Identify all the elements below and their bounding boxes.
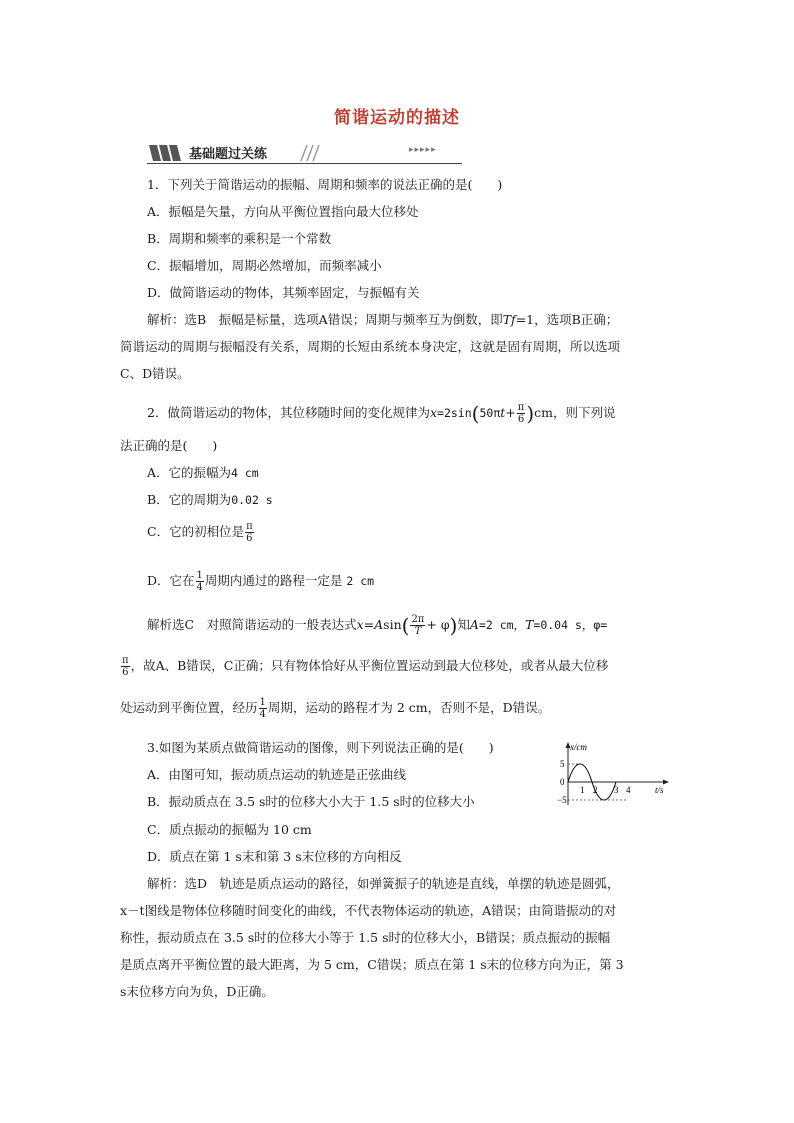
x-tick-3: 3: [614, 785, 619, 795]
q3-analysis-line1: 解析：选D 轨迹是质点运动的路径，如弹簧振子的轨迹是直线，单摆的轨迹是圆弧，: [147, 876, 620, 891]
q1-stem: 1．下列关于简谐运动的振幅、周期和频率的说法正确的是( ): [147, 177, 503, 192]
q3-option-d: D．质点在第 1 s末和第 3 s末位移的方向相反: [147, 849, 402, 864]
q2-analysis-line1: 解析选C 对照简谐运动的一般表达式x=Asin( $\frac{2\pi}{T}$ + φ)知A=2 cm，T=0.04 s，φ=: [147, 613, 608, 638]
q1-analysis-line2: 简谐运动的周期与振幅没有关系，周期的长短由系统本身决定，这就是固有周期，所以选项: [120, 339, 621, 354]
q2-analysis-line2: $\frac{\pi}{6}$ ，故A、B错误，C正确；只有物体恰好从平衡位置运动到最大位移处，或者从最大位移: [122, 655, 609, 678]
q2-analysis-line3: 处运动到平衡位置，经历 $\frac{1}{4}$ 周期，运动的路程才为 2 cm，否则不是，D错误。: [120, 697, 551, 720]
q2-stem-line1: 2．做简谐运动的物体，其位移随时间的变化规律为x=2sin(50πt+ $\frac{\pi}{6}$ )cm，则下列说: [147, 401, 616, 426]
q1-analysis-line1: 解析：选B 振幅是标量，选项A错误；周期与频率互为倒数，即Tf=1，选项B正确；: [147, 312, 619, 327]
banner-underline: [147, 163, 462, 164]
y-tick-neg5: −5: [557, 795, 567, 805]
page-title: 简谐运动的描述: [334, 108, 460, 128]
q3-analysis-line3: 称性，振动质点在 3.5 s时的位移大小等于 1.5 s时的位移大小，B错误；质点振动的振幅: [120, 930, 611, 945]
q3-stem: 3.如图为某质点做简谐运动的图像，则下列说法正确的是( ): [147, 740, 494, 755]
section-banner: [147, 141, 462, 165]
q3-analysis-line4: 是质点离开平衡位置的最大距离，为 5 cm，C错误；质点在第 1 s末的位移方向为正，第 3: [120, 957, 624, 972]
x-axis-label: t/s: [655, 785, 664, 795]
q2-option-d: D．它在 $\frac{1}{4}$ 周期内通过的路程一定是 2 cm: [147, 570, 375, 593]
banner-arrows: ▸▸▸▸▸: [409, 145, 437, 155]
x-tick-4: 4: [626, 785, 631, 795]
q2-option-a: A．它的振幅为4 cm: [147, 465, 259, 480]
x-axis-arrow-icon: [663, 780, 669, 785]
y-tick-5: 5: [560, 759, 565, 769]
pi-over-6-fraction: $\frac{\pi}{6}$: [517, 402, 525, 425]
q1-option-d: D．做简谐运动的物体，其频率固定，与振幅有关: [147, 285, 420, 300]
stripes-icon: [147, 143, 181, 163]
x-tick-2: 2: [593, 785, 598, 795]
hatch-decoration-icon: [297, 145, 337, 161]
x-tick-1: 1: [580, 785, 585, 795]
pi-over-6-fraction: $\frac{\pi}{6}$: [122, 655, 129, 678]
q3-option-c: C．质点振动的振幅为 10 cm: [147, 822, 312, 837]
q2-option-b: B．它的周期为0.02 s: [147, 492, 273, 507]
q2-option-c: C．它的初相位是 $\frac{\pi}{6}$: [147, 521, 253, 544]
displacement-time-graph: [558, 741, 670, 807]
y-tick-0: 0: [560, 777, 565, 787]
q1-option-b: B．周期和频率的乘积是一个常数: [147, 231, 332, 246]
banner-label: 基础题过关练: [189, 147, 268, 162]
y-axis-label: x/cm: [570, 742, 587, 752]
q1-option-a: A．振幅是矢量，方向从平衡位置指向最大位移处: [147, 204, 419, 219]
q3-option-b: B．振动质点在 3.5 s时的位移大小大于 1.5 s时的位移大小: [147, 794, 475, 809]
two-pi-over-t-fraction: $\frac{2\pi}{T}$: [411, 614, 425, 637]
q3-analysis-line5: s末位移方向为负，D正确。: [120, 984, 274, 999]
q3-option-a: A．由图可知，振动质点运动的轨迹是正弦曲线: [147, 767, 407, 782]
q3-analysis-line2: x－t图线是物体位移随时间变化的曲线，不代表物体运动的轨迹，A错误；由简谐振动的对: [120, 903, 617, 918]
quarter-fraction: $\frac{1}{4}$: [259, 697, 266, 720]
q2-stem-line2: 法正确的是( ): [120, 438, 218, 453]
quarter-fraction: $\frac{1}{4}$: [196, 570, 203, 593]
q1-option-c: C．振幅增加，周期必然增加，而频率减小: [147, 258, 382, 273]
pi-over-6-fraction: $\frac{\pi}{6}$: [246, 521, 253, 544]
q1-analysis-line3: C、D错误。: [120, 366, 190, 381]
